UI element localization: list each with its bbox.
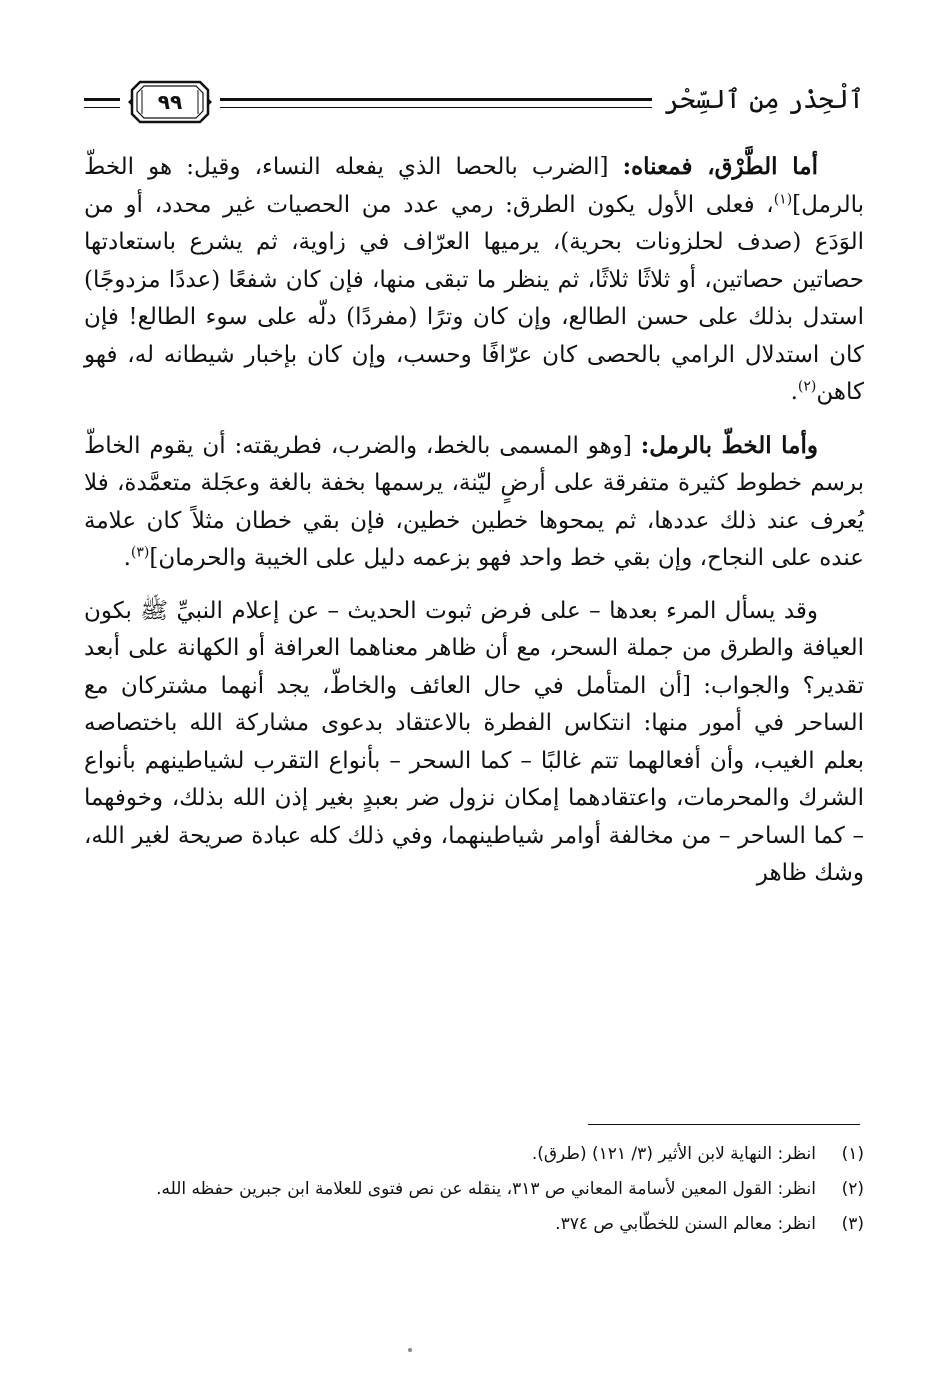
footnote-item: [84, 1210, 864, 1239]
footnote-number: (٢): [841, 1179, 864, 1199]
running-title: ٱلْحِذْر مِن ٱلسِّحْر: [664, 85, 864, 115]
footnote-text: انظر: النهاية لابن الأثير (٣/ ١٢١) (طرق).: [531, 1144, 816, 1164]
paragraph-khatt: [84, 427, 864, 578]
footnote-number: (٣): [841, 1214, 864, 1234]
paragraph-lead: أما الطَّرْق، فمعناه:: [622, 153, 818, 180]
paragraph-tarq: [84, 148, 864, 412]
paragraph-text: [الضرب بالحصا الذي يفعله النساء، وقيل: هو الخطّ بالرمل]: [84, 154, 864, 218]
header-rule-short: [84, 98, 120, 108]
footnote-ref: (٣): [130, 544, 150, 561]
footnote-ref: (١): [773, 190, 793, 207]
paragraph-text: وقد يسأل المرء بعدها – على فرض ثبوت الحديث – عن إعلام النبيِّ ﷺ بكون العيافة والطرق من جملة السحر، مع أن ظاهر معناهما العرافة أو الكهانة على أبعد تقدير؟ والجواب: [أن المتأمل في حال العائف والخاطّ، يجد أنهما مشتركان مع الساحر في أمور منها: انتكاس الفطرة بالاعتقاد بدعوى مشاركة الله باختصاصه بعلم الغيب، وأن أفعالهما تتم غالبًا – كما السحر – بأنواع التقرب لشياطينهم بأنواع الشرك والمحرمات، واعتقادهما إمكان نزول ضر بعبدٍ بغير إذن الله بذلك، وخوفهما – كما الساحر – من مخالفة أوامر شياطينهما، وفي ذلك كله عبادة صريحة لغير الله، وشك ظاهر: [84, 597, 864, 886]
paragraph-question: [84, 593, 864, 893]
footnote-ref: (٢): [797, 378, 817, 395]
footnote-text: انظر: القول المعين لأسامة المعاني ص ٣١٣، ينقله عن نص فتوى للعلامة ابن جبرين حفظه الله.: [156, 1179, 816, 1199]
header-rule: [220, 98, 652, 108]
paragraph-end: .: [123, 545, 131, 571]
main-text: [84, 148, 864, 908]
footnote-item: [84, 1175, 864, 1204]
paragraph-end: .: [790, 379, 798, 405]
page-header: [84, 72, 864, 132]
footnote-text: انظر: معالم السنن للخطّابي ص ٣٧٤.: [555, 1214, 816, 1234]
scan-speck: [408, 1348, 412, 1352]
page-number: ٩٩: [157, 90, 183, 114]
paragraph-text: ، فعلى الأول يكون الطرق: رمي عدد من الحصيات غير محدد، أو من الوَدَع (صدف لحلزونات بحرية)، يرميها العرّاف في زاوية، ثم يشرع باستعادتها حصاتين حصاتين، أو ثلاثًا ثلاثًا، ثم ينظر ما تبقى منها، فإن كان شفعًا (عددًا مزدوجًا) استدل بذلك على حسن الطالع، وإن كان وترًا (مفردًا) دلّه على سوء الطالع! فإن كان استدلال الرامي بالحصى كان عرّافًا وحسب، وإن كان بإخبار شيطانه له، فهو كاهن: [84, 191, 864, 405]
paragraph-text: [وهو المسمى بالخط، والضرب، فطريقته: أن يقوم الخاطّ برسم خطوط كثيرة متفرقة على أرضٍ ليّنة، يرسمها بخفة بالغة وعجَلة متعمَّدة، فلا يُعرف عند ذلك عددها، ثم يمحوها خطين خطين، فإن بقي خطان مثلاً كان علامة عنده على النجاح، وإن بقي خط واحد فهو بزعمه دليل على الخيبة والحرمان]: [84, 432, 864, 571]
page-number-frame: [126, 76, 214, 128]
footnote-number: (١): [841, 1144, 864, 1164]
footnote-item: [84, 1140, 864, 1169]
footnote-divider: [588, 1124, 860, 1125]
footnotes: [84, 1140, 864, 1245]
paragraph-lead: وأما الخطّ بالرمل:: [640, 431, 818, 459]
